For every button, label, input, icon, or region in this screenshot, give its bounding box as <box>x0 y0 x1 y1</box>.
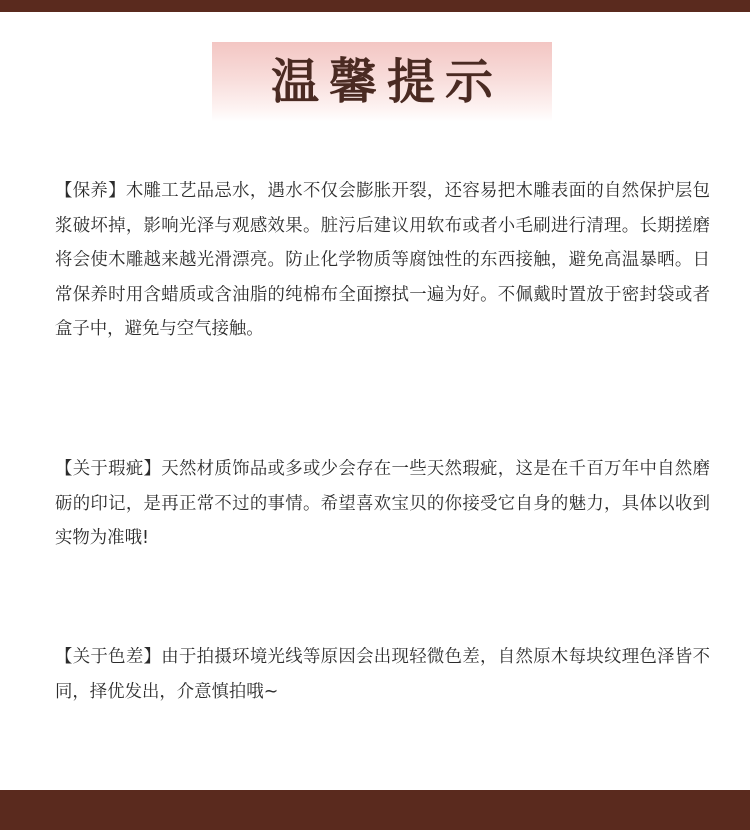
care-section-text: 木雕工艺品忌水，遇水不仅会膨胀开裂，还容易把木雕表面的自然保护层包浆破坏掉，影响光泽与观感效果。脏污后建议用软布或者小毛刷进行清理。长期搓磨将会使木雕越来越光滑漂亮。防止化学物质等腐蚀性的东西接触，避免高温暴晒。日常保养时用含蜡质或含油脂的纯棉布全面擦拭一遍为好。不佩戴时置放于密封袋或者盒子中，避免与空气接触。 <box>55 181 710 339</box>
color-difference-section-tag: 【关于色差】 <box>55 647 162 667</box>
care-section-tag: 【保养】 <box>55 181 126 201</box>
flaws-section <box>55 452 710 556</box>
flaws-section-tag: 【关于瑕疵】 <box>55 459 162 479</box>
top-border-bar <box>0 0 750 12</box>
title-banner <box>212 42 552 122</box>
care-section <box>55 174 710 347</box>
flaws-section-text: 天然材质饰品或多或少会存在一些天然瑕疵，这是在千百万年中自然磨砺的印记，是再正常不过的事情。希望喜欢宝贝的你接受它自身的魅力，具体以收到实物为准哦! <box>55 459 710 548</box>
color-difference-section-text: 由于拍摄环境光线等原因会出现轻微色差，自然原木每块纹理色泽皆不同，择优发出，介意慎拍哦~ <box>55 647 710 702</box>
bottom-border-bar <box>0 790 750 830</box>
page-title: 温馨提示 <box>270 54 503 110</box>
color-difference-section <box>55 640 710 709</box>
